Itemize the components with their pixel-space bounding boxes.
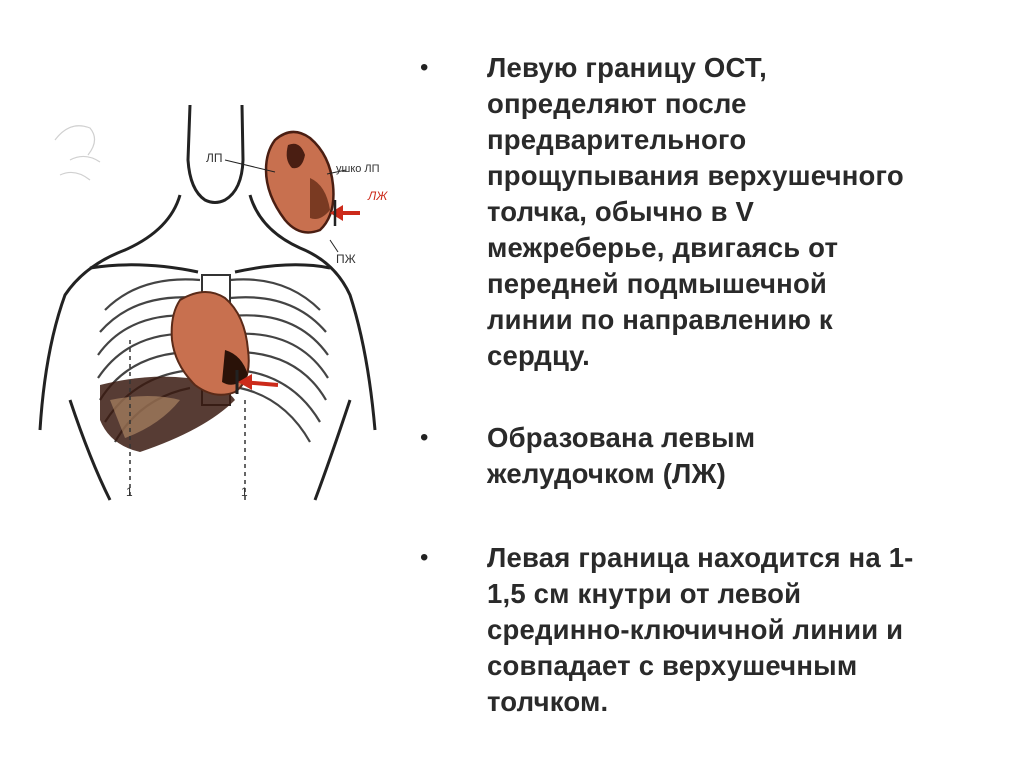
bullet-line: сердцу. [487, 340, 590, 371]
bullet-line: определяют после [487, 88, 747, 119]
bullet-line: прощупывания верхушечного [487, 160, 904, 191]
bullet-list [410, 44, 1010, 720]
clavicles [90, 265, 330, 272]
bullet-line: линии по направлению к [487, 304, 833, 335]
label-lzh: ЛЖ [368, 189, 388, 203]
detached-heart-arrow [330, 200, 360, 226]
bullet-line: толчком. [487, 686, 609, 717]
bullet-line: толчка, обычно в V [487, 196, 755, 227]
bullet-line: Образована левым [487, 422, 756, 453]
bullet-marker: • [420, 544, 429, 571]
chest-diagram [30, 100, 410, 520]
bullet-line: передней подмышечной [487, 268, 828, 299]
bullet-item [410, 540, 1010, 720]
faint-background-sketch [55, 126, 100, 180]
bullet-line: Левую границу ОСТ, [487, 52, 767, 83]
detached-heart [266, 132, 333, 232]
bullet-marker: • [420, 424, 429, 451]
bullet-line: межреберье, двигаясь от [487, 232, 839, 263]
label-ushko-lp: ушко ЛП [336, 163, 380, 175]
bullet-line: 1,5 см кнутри от левой [487, 578, 802, 609]
bullet-line: предварительного [487, 124, 747, 155]
bullet-line: совпадает с верхушечным [487, 650, 858, 681]
chest-heart-illustration [30, 100, 410, 520]
bullet-line: желудочком (ЛЖ) [487, 458, 726, 489]
line-mark-left: 1 [126, 485, 133, 499]
line-mark-right: 1 [241, 485, 248, 499]
bullet-item [410, 420, 1010, 492]
bullet-line: Левая граница находится на 1- [487, 542, 914, 573]
bullet-item [410, 50, 1010, 374]
label-pzh: ПЖ [336, 252, 356, 266]
label-lp: ЛП [206, 151, 223, 165]
bullet-line: срединно-ключичной линии и [487, 614, 904, 645]
bullet-marker: • [420, 54, 429, 81]
